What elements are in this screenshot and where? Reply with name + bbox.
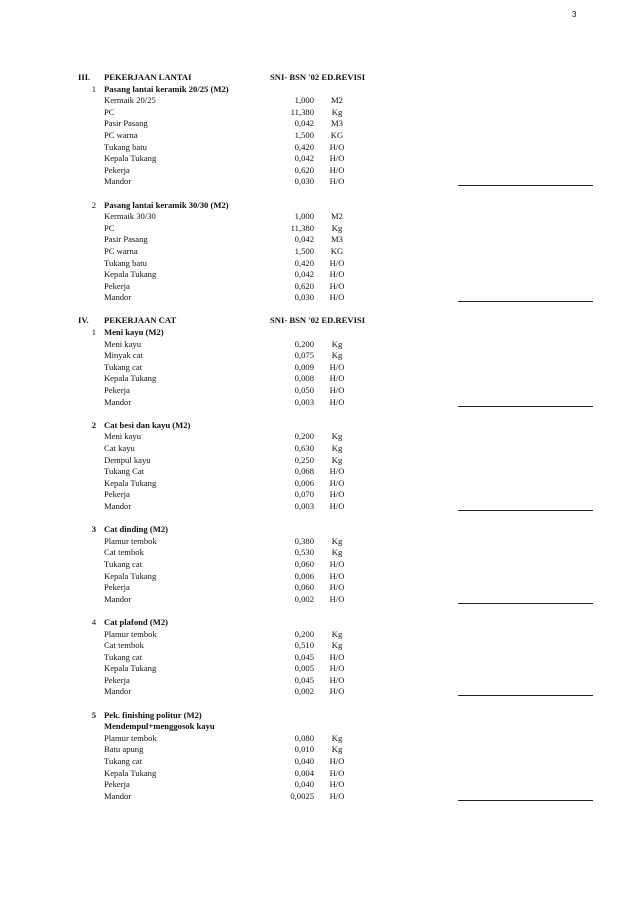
table-row [0, 478, 638, 490]
row-unit: H/O [329, 361, 345, 372]
table-row [0, 362, 638, 374]
table-row [0, 165, 638, 177]
section-title: PEKERJAAN LANTAI [104, 72, 192, 82]
table-row [0, 466, 638, 478]
row-qty: 1,500 [294, 129, 314, 140]
row-qty: 0,009 [294, 361, 314, 372]
table-row [0, 339, 638, 351]
item-subheader [0, 721, 638, 733]
row-name: Tukang batu [104, 141, 147, 152]
section-header [0, 72, 638, 84]
row-qty: 0,200 [294, 338, 314, 349]
row-name: Kepala Tukang [104, 153, 157, 164]
row-qty: 0,250 [294, 454, 314, 465]
item-number: 5 [91, 709, 96, 720]
row-qty: 0,045 [294, 651, 314, 662]
spacer [0, 188, 638, 200]
row-qty: 0,004 [294, 767, 314, 778]
row-name: Pekerja [104, 280, 130, 291]
row-name: Kepala Tukang [104, 767, 157, 778]
table-row [0, 95, 638, 107]
table-row [0, 489, 638, 501]
row-unit: Kg [331, 547, 343, 558]
row-qty: 0,042 [294, 118, 314, 129]
row-name: Tukang Cat [104, 466, 145, 477]
row-unit: H/O [329, 153, 345, 164]
row-qty: 0,030 [294, 292, 314, 303]
row-qty: 0,050 [294, 385, 314, 396]
row-name: Minyak cat [104, 350, 143, 361]
row-unit: Kg [331, 350, 343, 361]
row-qty: 0,620 [294, 164, 314, 175]
row-name: Plamur tembok [104, 535, 157, 546]
row-unit: H/O [329, 269, 345, 280]
row-unit: M2 [331, 211, 343, 222]
row-qty: 0,200 [294, 431, 314, 442]
table-row [0, 107, 638, 119]
row-name: Pekerja [104, 582, 130, 593]
row-qty: 1,000 [294, 211, 314, 222]
spacer [0, 513, 638, 525]
table-row [0, 768, 638, 780]
row-name: Tukang cat [104, 361, 143, 372]
table-row [0, 756, 638, 768]
table-row [0, 223, 638, 235]
item-title: Meni kayu (M2) [104, 327, 164, 338]
item-header [0, 327, 638, 339]
row-name: Cat tembok [104, 547, 144, 558]
table-row [0, 582, 638, 594]
row-qty: 0,005 [294, 663, 314, 674]
table-row [0, 559, 638, 571]
table-row [0, 501, 638, 513]
row-name: Cat kayu [104, 443, 135, 453]
item-header [0, 617, 638, 629]
row-unit: H/O [329, 756, 345, 767]
item-title: Pek. finishing politur (M2) [104, 709, 202, 720]
spacer [0, 408, 638, 420]
row-name: Mandor [104, 686, 132, 697]
row-unit: H/O [329, 385, 345, 396]
item-subtitle: Mendempul+menggosok kayu [104, 721, 215, 732]
row-qty: 0,008 [294, 373, 314, 384]
row-unit: H/O [329, 790, 345, 801]
row-unit: H/O [329, 396, 345, 407]
row-qty: 0,003 [294, 396, 314, 407]
row-unit: Kg [331, 640, 343, 651]
table-row [0, 234, 638, 246]
table-row [0, 663, 638, 675]
row-qty: 0,380 [294, 535, 314, 546]
row-unit: M3 [331, 118, 343, 129]
row-unit: M3 [331, 234, 343, 245]
row-unit: H/O [329, 593, 345, 604]
table-row [0, 594, 638, 606]
row-qty: 0,042 [294, 269, 314, 280]
row-unit: H/O [329, 779, 345, 790]
row-name: Kermaik 30/30 [104, 211, 156, 222]
row-unit: H/O [329, 176, 345, 187]
row-unit: Kg [331, 744, 343, 755]
row-unit: KG [330, 245, 344, 256]
item-number: 2 [91, 199, 96, 210]
item-title: Pasang lantai keramik 20/25 (M2) [104, 83, 229, 94]
table-row [0, 130, 638, 142]
row-name: Pekerja [104, 385, 130, 396]
item-number: 2 [91, 419, 96, 430]
row-qty: 11,380 [290, 222, 314, 233]
row-unit: Kg [331, 535, 343, 546]
table-row [0, 269, 638, 281]
table-row [0, 791, 638, 803]
item-number: 3 [91, 524, 96, 535]
row-unit: H/O [329, 500, 345, 511]
row-name: Pekerja [104, 489, 130, 500]
row-qty: 0,075 [294, 350, 314, 361]
row-unit: Kg [331, 628, 343, 639]
row-name: Kepala Tukang [104, 477, 157, 488]
row-name: Mandor [104, 292, 132, 303]
row-name: Pekerja [104, 779, 130, 790]
item-title: Pasang lantai keramik 30/30 (M2) [104, 199, 229, 210]
row-unit: H/O [329, 570, 345, 581]
table-row [0, 176, 638, 188]
section-standard: SNI- BSN '02 ED.REVISI [270, 72, 366, 82]
row-unit: Kg [331, 443, 343, 453]
table-row [0, 744, 638, 756]
section-roman: III. [78, 72, 91, 82]
row-qty: 0,420 [294, 141, 314, 152]
row-unit: H/O [329, 651, 345, 662]
table-row [0, 281, 638, 293]
row-name: Kepala Tukang [104, 269, 157, 280]
table-row [0, 385, 638, 397]
row-name: Tukang cat [104, 756, 143, 767]
item-number: 4 [91, 616, 96, 627]
row-name: Mandor [104, 790, 132, 801]
table-row [0, 118, 638, 130]
row-unit: H/O [329, 663, 345, 674]
row-unit: H/O [329, 373, 345, 384]
row-qty: 0,002 [294, 686, 314, 697]
table-row [0, 443, 638, 455]
row-name: Meni kayu [104, 338, 141, 349]
row-qty: 0,620 [294, 280, 314, 291]
row-qty: 0,045 [294, 674, 314, 685]
table-row [0, 373, 638, 385]
item-header [0, 420, 638, 432]
table-row [0, 779, 638, 791]
table-row [0, 246, 638, 258]
row-qty: 0,006 [294, 570, 314, 581]
row-name: Pekerja [104, 164, 130, 175]
row-unit: H/O [329, 489, 345, 500]
row-unit: H/O [329, 767, 345, 778]
row-qty: 0,060 [294, 582, 314, 593]
total-underline [458, 800, 593, 801]
row-name: Tukang batu [104, 257, 147, 268]
row-qty: 1,000 [294, 95, 314, 106]
spacer [0, 605, 638, 617]
row-unit: H/O [329, 257, 345, 268]
row-unit: Kg [331, 454, 343, 465]
item-number: 1 [91, 83, 96, 94]
table-row [0, 397, 638, 409]
row-name: Kepala Tukang [104, 570, 157, 581]
total-underline [458, 406, 593, 407]
row-name: Mandor [104, 593, 132, 604]
row-qty: 0,040 [294, 779, 314, 790]
row-unit: Kg [331, 222, 343, 233]
table-row [0, 536, 638, 548]
row-name: Kepala Tukang [104, 373, 157, 384]
row-name: Mandor [104, 396, 132, 407]
row-name: Plamur tembok [104, 628, 157, 639]
row-name: Tukang cat [104, 558, 143, 569]
total-underline [458, 510, 593, 511]
row-name: PC [104, 222, 115, 233]
table-row [0, 733, 638, 745]
row-qty: 0,510 [294, 640, 314, 651]
page-number: 3 [572, 10, 577, 19]
item-title: Cat plafond (M2) [104, 616, 168, 627]
row-qty: 0,0025 [290, 790, 314, 801]
row-unit: H/O [329, 164, 345, 175]
total-underline [458, 695, 593, 696]
row-name: Meni kayu [104, 431, 141, 442]
spacer [0, 698, 638, 710]
row-name: Pasir Pasang [104, 234, 148, 245]
row-unit: H/O [329, 280, 345, 291]
row-qty: 0,200 [294, 628, 314, 639]
table-row [0, 652, 638, 664]
row-qty: 0,006 [294, 477, 314, 488]
table-row [0, 292, 638, 304]
table-row [0, 455, 638, 467]
row-unit: H/O [329, 582, 345, 593]
row-name: Mandor [104, 176, 132, 187]
row-qty: 11,380 [290, 106, 314, 117]
row-name: Kepala Tukang [104, 663, 157, 674]
row-name: Pekerja [104, 674, 130, 685]
row-qty: 0,630 [294, 443, 314, 453]
item-header [0, 84, 638, 96]
row-name: Dempul kayu [104, 454, 151, 465]
row-name: PC warna [104, 245, 138, 256]
row-unit: H/O [329, 477, 345, 488]
row-unit: H/O [329, 466, 345, 477]
section-standard: SNI- BSN '02 ED.REVISI [270, 315, 366, 326]
table-row [0, 211, 638, 223]
row-qty: 0,042 [294, 234, 314, 245]
table-row [0, 571, 638, 583]
row-unit: KG [330, 129, 344, 140]
table-row [0, 142, 638, 154]
table-row [0, 153, 638, 165]
item-title: Cat besi dan kayu (M2) [104, 419, 191, 430]
section-title: PEKERJAAN CAT [104, 315, 177, 326]
document-body [0, 72, 638, 814]
row-qty: 0,040 [294, 756, 314, 767]
row-name: Kermaik 20/25 [104, 95, 156, 106]
table-row [0, 629, 638, 641]
row-qty: 0,070 [294, 489, 314, 500]
row-unit: Kg [331, 338, 343, 349]
row-unit: M2 [331, 95, 343, 106]
table-row [0, 547, 638, 559]
row-unit: H/O [329, 674, 345, 685]
total-underline [458, 301, 593, 302]
table-row [0, 258, 638, 270]
row-unit: Kg [331, 431, 343, 442]
total-underline [458, 185, 593, 186]
item-number: 1 [91, 327, 96, 338]
row-qty: 0,068 [294, 466, 314, 477]
item-header [0, 710, 638, 722]
row-name: Plamur tembok [104, 732, 157, 743]
row-name: Tukang cat [104, 651, 143, 662]
row-name: Cat tembok [104, 640, 144, 651]
row-qty: 0,003 [294, 500, 314, 511]
row-name: Mandor [104, 500, 132, 511]
item-header [0, 200, 638, 212]
table-row [0, 640, 638, 652]
row-qty: 0,042 [294, 153, 314, 164]
row-qty: 0,080 [294, 732, 314, 743]
row-qty: 0,420 [294, 257, 314, 268]
row-unit: H/O [329, 558, 345, 569]
item-title: Cat dinding (M2) [104, 524, 168, 535]
row-name: PC warna [104, 129, 138, 140]
table-row [0, 686, 638, 698]
section-header [0, 315, 638, 327]
spacer [0, 304, 638, 316]
row-name: Pasir Pasang [104, 118, 148, 129]
table-row [0, 350, 638, 362]
row-unit: H/O [329, 141, 345, 152]
row-qty: 0,060 [294, 558, 314, 569]
section-roman: IV. [78, 315, 89, 326]
row-unit: H/O [329, 686, 345, 697]
row-unit: H/O [329, 292, 345, 303]
table-row [0, 675, 638, 687]
row-unit: Kg [331, 106, 343, 117]
row-qty: 0,030 [294, 176, 314, 187]
row-name: Batu apung [104, 744, 144, 755]
spacer [0, 802, 638, 814]
table-row [0, 431, 638, 443]
total-underline [458, 603, 593, 604]
row-qty: 0,010 [294, 744, 314, 755]
row-unit: Kg [331, 732, 343, 743]
item-header [0, 524, 638, 536]
row-qty: 0,530 [294, 547, 314, 558]
row-qty: 1,500 [294, 245, 314, 256]
row-qty: 0,002 [294, 593, 314, 604]
row-name: PC [104, 106, 115, 117]
